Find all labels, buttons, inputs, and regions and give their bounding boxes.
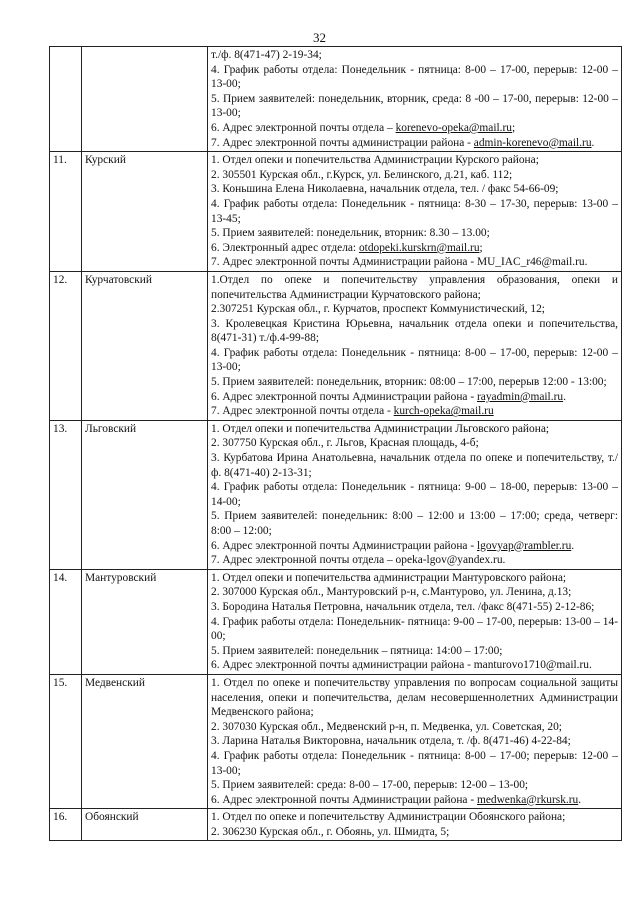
info-text: . — [578, 793, 582, 806]
info-text: 6. Адрес электронной почты отдела – — [211, 121, 396, 134]
info-text: 3. Ларина Наталья Викторовна, начальник отдела, т. /ф. 8(471-46) 4-22-84; — [211, 735, 571, 748]
info-line — [211, 509, 618, 538]
info-text: 4. График работы отдела: Понедельник- пятница: 9-00 – 17-00, перерыв: 13-00 – 14-00; — [211, 615, 618, 643]
info-line — [211, 825, 618, 840]
info-line — [211, 182, 618, 197]
info-text: 6. Адрес электронной почты Администрации района - — [211, 539, 477, 552]
info-line — [211, 168, 618, 183]
info-line — [211, 793, 618, 808]
department-info — [208, 809, 622, 841]
info-text: ; — [512, 121, 516, 134]
info-line — [211, 436, 618, 451]
info-line — [211, 375, 618, 390]
info-text: 6. Адрес электронной почты Администрации района - — [211, 390, 477, 403]
department-info — [208, 674, 622, 808]
info-text: 4. График работы отдела: Понедельник - пятница: 8-00 – 17-00, перерыв: 12-00 – 13-00; — [211, 346, 618, 374]
info-text: 2. 307030 Курская обл., Медвенский р-н, п. Медвенка, ул. Советская, 20; — [211, 720, 562, 733]
info-line — [211, 600, 618, 615]
table-row — [50, 152, 622, 272]
row-number: 16. — [50, 809, 82, 841]
info-line — [211, 390, 618, 405]
info-text: 1.Отдел по опеке и попечительству управления образования, опеки и попечительства Администрации Курчатовского района; — [211, 273, 618, 301]
info-line — [211, 644, 618, 659]
info-line — [211, 63, 618, 92]
info-line — [211, 153, 618, 168]
info-line — [211, 48, 618, 63]
info-line — [211, 539, 618, 554]
table-row — [50, 569, 622, 674]
district-name: Медвенский — [82, 674, 208, 808]
district-name: Льговский — [82, 420, 208, 569]
email-link[interactable]: lgovyap@rambler.ru — [476, 539, 572, 552]
info-text: 4. График работы отдела: Понедельник - пятница: 9-00 – 18-00, перерыв: 13-00 – 14-00; — [211, 481, 618, 508]
info-text: 5. Прием заявителей: понедельник – пятница: 14:00 – 17:00; — [211, 644, 503, 657]
department-info — [208, 152, 622, 272]
email-link[interactable]: otdopeki.kurskrn@mail.ru — [358, 241, 480, 254]
row-number: 12. — [50, 271, 82, 420]
info-line — [211, 302, 618, 317]
info-line — [211, 676, 618, 720]
info-text: 4. График работы отдела: Понедельник - пятница: 8-00 – 17-00, перерыв: 12-00 – 13-00; — [211, 63, 618, 91]
info-text: 4. График работы отдела: Понедельник - пятница: 8-00 – 17-00; перерыв: 12-00 – 13-00; — [211, 749, 618, 777]
row-number — [50, 47, 82, 152]
table-body — [50, 47, 622, 841]
info-text: т./ф. 8(471-47) 2-19-34; — [211, 49, 322, 61]
info-line — [211, 553, 618, 568]
email-link[interactable]: korenevo-opeka@mail.ru — [395, 121, 513, 134]
info-line — [211, 778, 618, 793]
info-text: 6. Адрес электронной почты Администрации района - — [211, 793, 477, 806]
department-info — [208, 569, 622, 674]
info-text: 3. Курбатова Ирина Анатольевна, начальник отдела по опеке и попечительству, т./ф. 8(471-40) 2-13-31; — [211, 452, 618, 479]
info-line — [211, 226, 618, 241]
info-text: 5. Прием заявителей: понедельник, вторник: 8.30 – 13.00; — [211, 227, 490, 240]
info-text: 2. 306230 Курская обл., г. Обоянь, ул. Шмидта, 5; — [211, 825, 450, 838]
email-link[interactable]: rayadmin@mail.ru — [476, 390, 564, 403]
info-text: 7. Адрес электронной почты отдела - — [211, 405, 394, 418]
district-name: Мантуровский — [82, 569, 208, 674]
info-line — [211, 451, 618, 480]
info-text: 1. Отдел опеки и попечительства Администрации Курского района; — [211, 154, 539, 167]
table-row — [50, 47, 622, 152]
info-text: 1. Отдел по опеке и попечительству управления по вопросам социальной защиты населения, опеки и попечительства, делам несовершеннолетних Администрации Медвенского района; — [211, 676, 618, 719]
info-text: 4. График работы отдела: Понедельник - пятница: 8-30 – 17-30, перерыв: 13-00 – 13-45; — [211, 197, 618, 225]
department-info — [208, 271, 622, 420]
info-text: 3. Кролевецкая Кристина Юрьевна, начальник отдела опеки и попечительства, 8(471-31) т./ф.4-99-88; — [211, 317, 618, 345]
info-text: 2. 307750 Курская обл., г. Льгов, Красная площадь, 4-б; — [211, 437, 479, 450]
info-text: . — [571, 539, 575, 552]
info-line — [211, 273, 618, 302]
page-number: 32 — [313, 30, 326, 45]
info-line — [211, 658, 618, 673]
info-line — [211, 571, 618, 586]
info-line — [211, 197, 618, 226]
info-line — [211, 480, 618, 509]
info-text: 2. 305501 Курская обл., г.Курск, ул. Белинского, д.21, каб. 112; — [211, 168, 513, 181]
district-name: Обоянский — [82, 809, 208, 841]
info-line — [211, 346, 618, 375]
info-text: 7. Адрес электронной почты отдела – opeka-lgov@yandex.ru. — [211, 554, 506, 567]
info-line — [211, 749, 618, 778]
info-text: 2.307251 Курская обл., г. Курчатов, проспект Коммунистический, 12; — [211, 303, 545, 316]
guardianship-departments-table — [49, 46, 622, 841]
info-line — [211, 585, 618, 600]
email-link[interactable]: kurch-opeka@mail.ru — [393, 405, 494, 418]
info-line — [211, 404, 618, 419]
row-number: 14. — [50, 569, 82, 674]
info-line — [211, 720, 618, 735]
info-text: 3. Коньшина Елена Николаевна, начальник отдела, тел. / факс 54-66-09; — [211, 183, 559, 196]
email-link[interactable]: admin-korenevo@mail.ru — [473, 136, 592, 149]
info-text: ; — [479, 241, 483, 254]
district-name: Курчатовский — [82, 271, 208, 420]
department-info — [208, 420, 622, 569]
district-name: Курский — [82, 152, 208, 272]
department-info — [208, 47, 622, 152]
info-text: . — [591, 136, 595, 149]
info-text: 1. Отдел опеки и попечительства администрации Мантуровского района; — [211, 571, 567, 584]
info-line — [211, 255, 618, 270]
info-text: 6. Электронный адрес отдела: — [211, 241, 359, 254]
info-line — [211, 615, 618, 644]
info-text: . — [563, 390, 566, 403]
info-line — [211, 241, 618, 256]
info-text: 1. Отдел опеки и попечительства Администрации Льговского района; — [211, 422, 550, 435]
info-line — [211, 317, 618, 346]
info-text: 3. Бородина Наталья Петровна, начальник отдела, тел. /факс 8(471-55) 2-12-86; — [211, 600, 595, 613]
info-text: 5. Прием заявителей: понедельник: 8:00 – 12:00 и 13:00 – 17:00; среда, четверг: 8:00 – 12:00; — [211, 510, 618, 537]
info-text: 7. Адрес электронной почты Администрации района - MU_IAC_r46@mail.ru. — [211, 256, 588, 269]
info-text: 5. Прием заявителей: понедельник, вторник, среда: 8 -00 – 17-00, перерыв: 12-00 – 13-00; — [211, 92, 618, 120]
info-text: 5. Прием заявителей: среда: 8-00 – 17-00, перерыв: 12-00 – 13-00; — [211, 779, 529, 792]
row-number: 13. — [50, 420, 82, 569]
table-row — [50, 809, 622, 841]
table-row — [50, 420, 622, 569]
info-text: 2. 307000 Курская обл., Мантуровский р-н, с.Мантурово, ул. Ленина, д.13; — [211, 586, 572, 599]
row-number: 11. — [50, 152, 82, 272]
email-link[interactable]: medwenka@rkursk.ru — [476, 793, 579, 806]
info-text: 5. Прием заявителей: понедельник, вторник: 08:00 – 17:00, перерыв 12:00 - 13:00; — [211, 376, 607, 389]
info-line — [211, 734, 618, 749]
info-line — [211, 422, 618, 437]
info-line — [211, 810, 618, 825]
info-text: 1. Отдел по опеке и попечительству Администрации Обоянского района; — [211, 811, 566, 824]
info-line — [211, 121, 618, 136]
info-line — [211, 92, 618, 121]
info-text: 7. Адрес электронной почты администрации района - — [211, 136, 474, 149]
table-row — [50, 674, 622, 808]
info-text: 6. Адрес электронной почты администрации района - manturovo1710@mail.ru. — [211, 659, 592, 672]
row-number: 15. — [50, 674, 82, 808]
table-row — [50, 271, 622, 420]
info-line — [211, 136, 618, 151]
district-name — [82, 47, 208, 152]
